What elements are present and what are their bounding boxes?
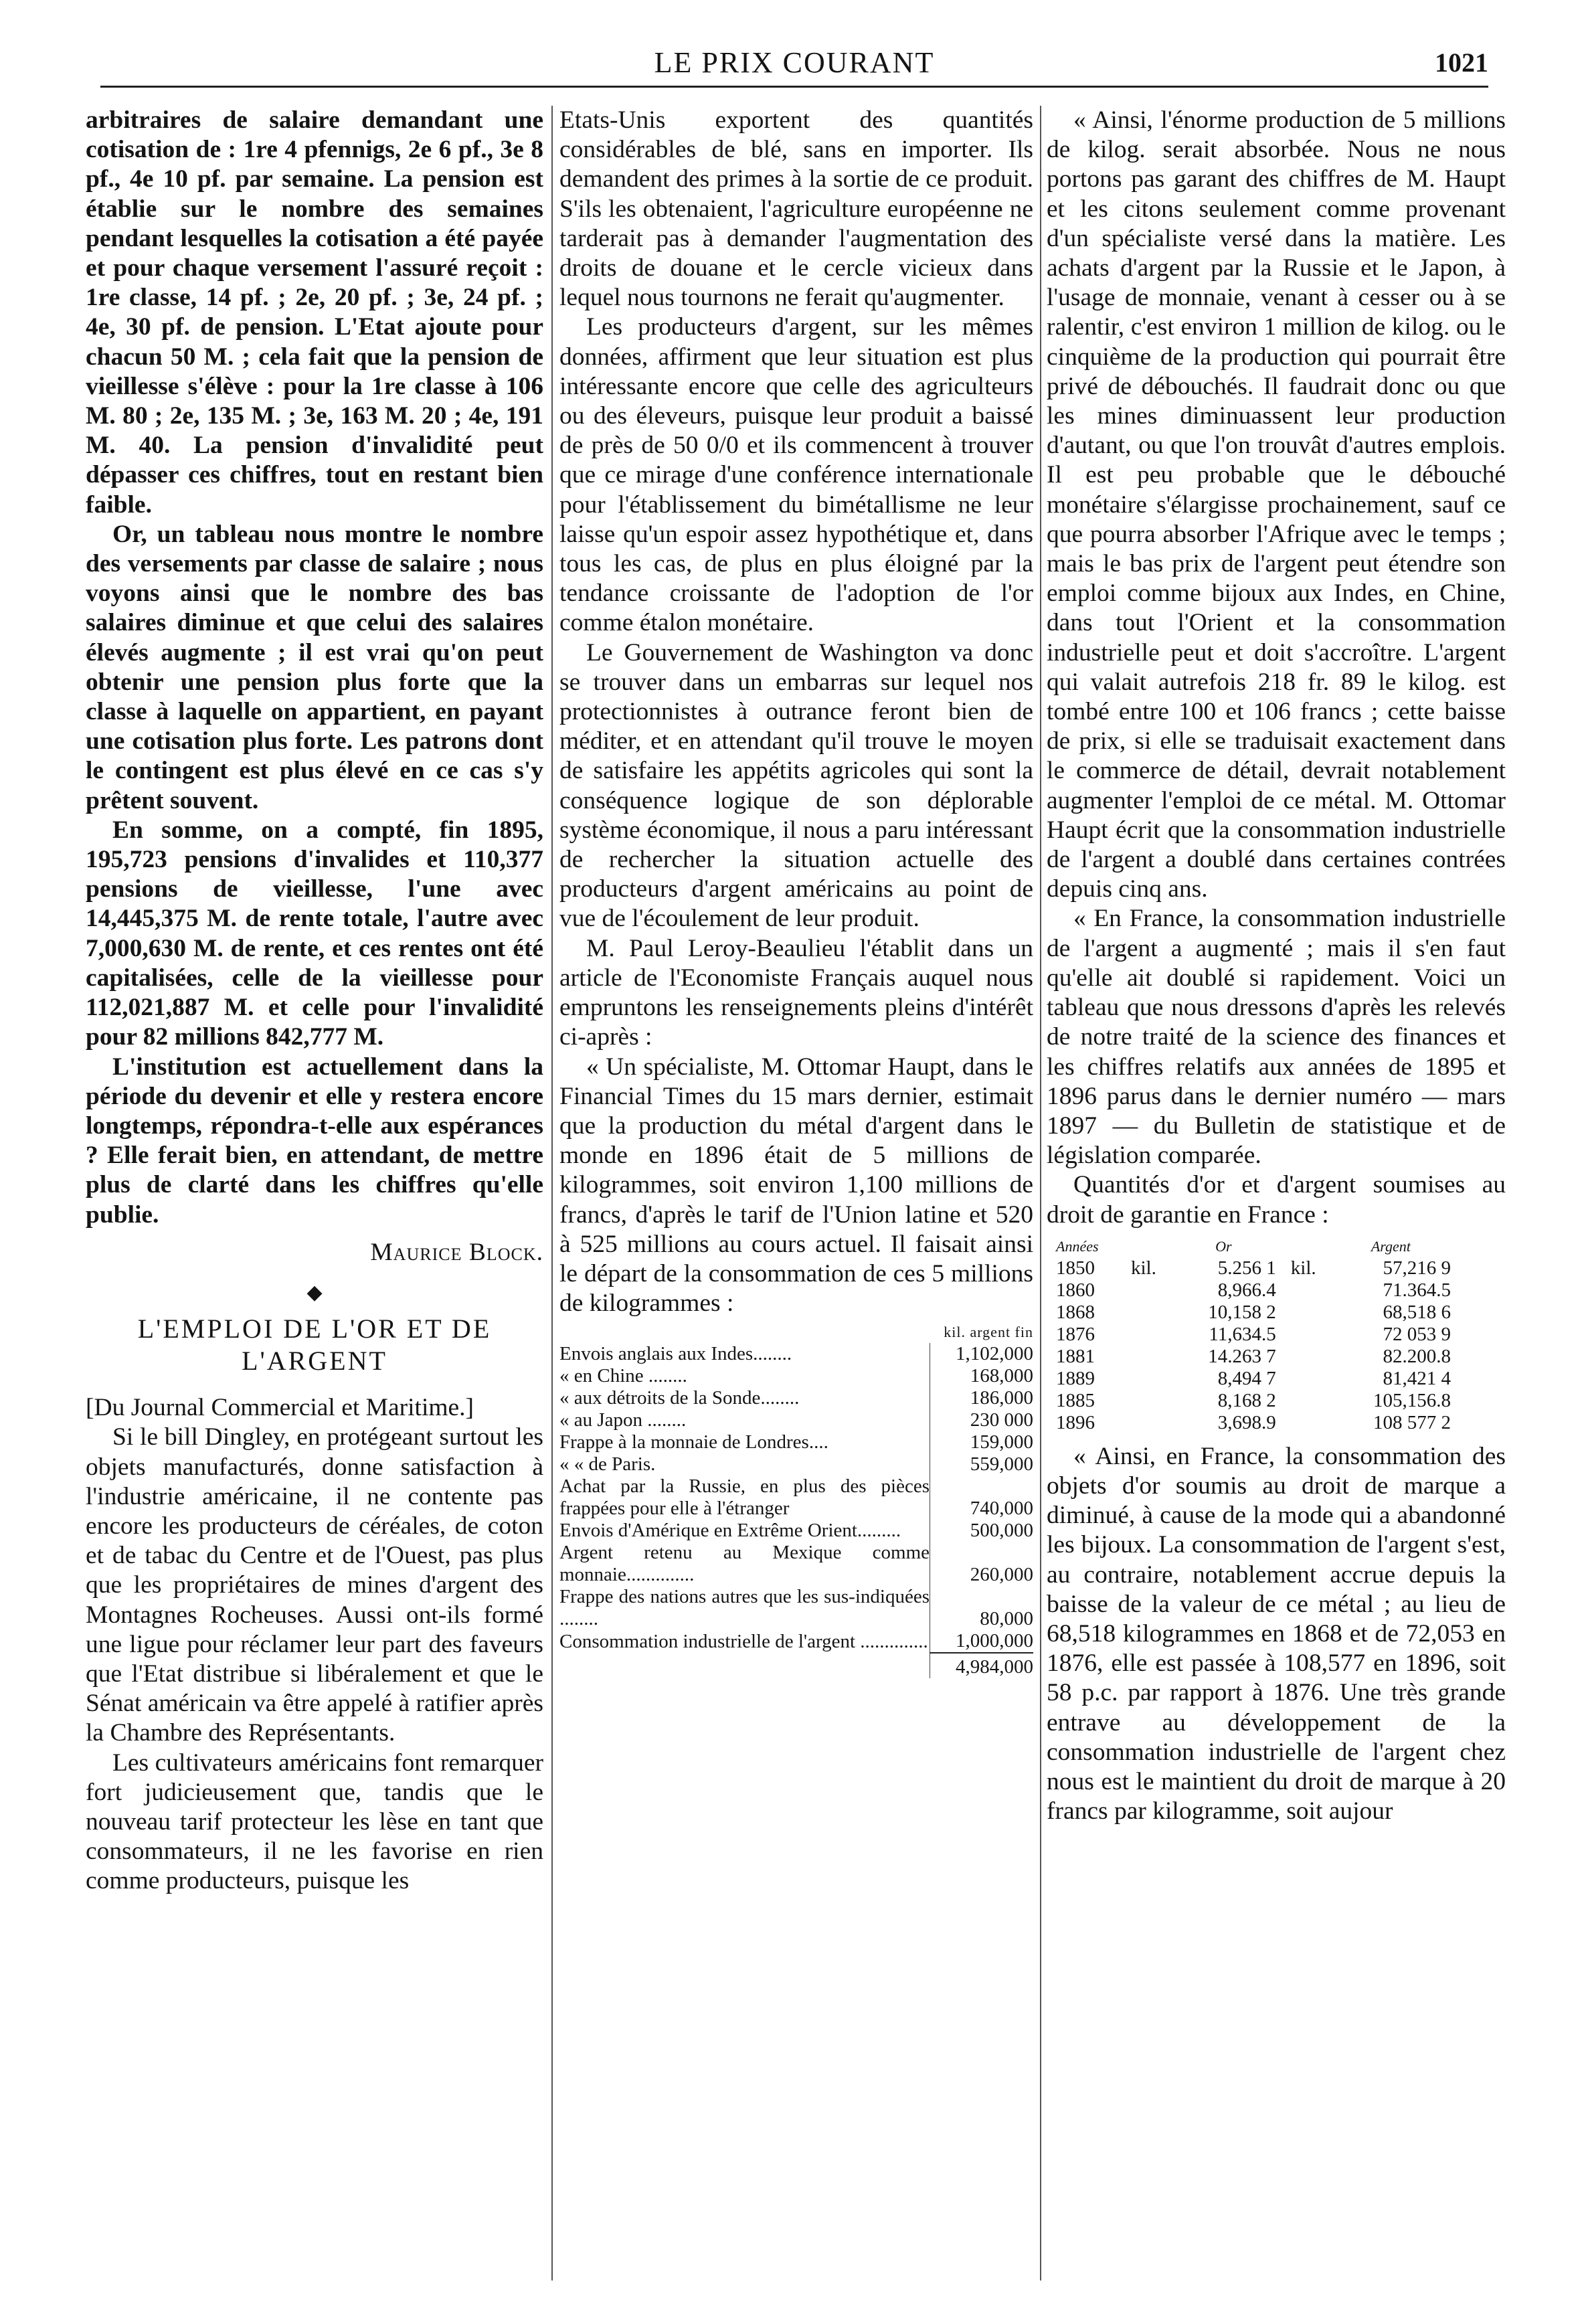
table-row xyxy=(559,1453,1033,1476)
gold-cell: 8,494 7 xyxy=(1217,1367,1276,1389)
row-amount: 230 000 xyxy=(930,1409,1034,1431)
unit-cell xyxy=(1276,1390,1331,1412)
row-label: « en Chine ........ xyxy=(559,1365,687,1387)
silver-consumption-table xyxy=(559,1321,1033,1678)
row-amount: 1,102,000 xyxy=(930,1343,1034,1365)
row-label: « au Japon ........ xyxy=(559,1409,687,1431)
table-row xyxy=(1056,1390,1451,1412)
article-source: [Du Journal Commercial et Maritime.] xyxy=(86,1394,474,1422)
running-title: LE PRIX COURANT xyxy=(654,46,935,79)
column-divider xyxy=(1040,106,1041,2281)
table-row xyxy=(1056,1412,1451,1434)
table-total: 4,984,000 xyxy=(930,1653,1034,1678)
row-amount: 1,000,000 xyxy=(930,1630,1034,1653)
year-cell: 1868 xyxy=(1056,1301,1095,1323)
silver-cell: 82.200.8 xyxy=(1383,1345,1451,1367)
table-row xyxy=(559,1387,1033,1409)
table-total-row xyxy=(559,1653,1033,1678)
row-amount: 559,000 xyxy=(930,1453,1034,1476)
unit-cell xyxy=(1276,1279,1331,1302)
year-cell: 1885 xyxy=(1056,1389,1095,1411)
row-label: Achat par la Russie, en plus des pièces frappées pour elle à l'étranger xyxy=(559,1476,930,1520)
unit-cell xyxy=(1276,1412,1331,1434)
page-number: 1021 xyxy=(1435,48,1488,78)
section-ornament: ◆ xyxy=(306,1281,323,1304)
gold-cell: 8,168 2 xyxy=(1217,1389,1276,1411)
table-row xyxy=(559,1542,1033,1586)
column-2 xyxy=(559,106,1033,1681)
unit-cell xyxy=(1276,1346,1331,1368)
row-label: Envois d'Amérique en Extrême Orient......... xyxy=(559,1520,901,1542)
table-row xyxy=(1056,1279,1451,1302)
paragraph: arbitraires de salaire demandant une cotisation de : 1re 4 pfennigs, 2e 6 pf., 3e 8 pf., 4e 10 pf. par semaine. La pension est établie sur le nombre des semaines pendant lesquelles la cotisation a été payée et pour chaque versement l'assuré reçoit : 1re classe, 14 pf. ; 2e, 20 pf. ; 3e, 24 pf. ; 4e, 30 pf. de pension. L'Etat ajoute pour chacun 50 M. ; cela fait que la pension de vieillesse s'élève : pour la 1re classe à 106 M. 80 ; 2e, 135 M. ; 3e, 163 M. 20 ; 4e, 191 M. 40. La pension d'invalidité peut dépasser ces chiffres, tout en restant bien faible. xyxy=(86,106,543,519)
paragraph: « En France, la consommation industrielle de l'argent a augmenté ; mais il s'en faut qu'elle ait doublé si rapidement. Voici un tableau que nous dressons d'après les relevés de notre traité de la science des finances et les chiffres relatifs aux années de 1895 et 1896 parus dans le dernier numéro — mars 1897 — du Bulletin de statistique et de législation comparée. xyxy=(1047,905,1506,1170)
row-label: Argent retenu au Mexique comme monnaie.............. xyxy=(559,1542,930,1586)
page-header xyxy=(100,41,1488,88)
paragraph: En somme, on a compté, fin 1895, 195,723 pensions d'invalides et 110,377 pensions de vieillesse, l'une avec 14,445,375 M. de rente totale, l'autre avec 7,000,630 M. de rente, et ces rentes ont été capitalisées, celle de la vieillesse pour 112,021,887 M. et celle pour l'invalidité pour 82 millions 842,777 M. xyxy=(86,816,543,1051)
silver-cell: 81,421 4 xyxy=(1383,1367,1451,1389)
unit-cell xyxy=(1116,1279,1171,1302)
table-row xyxy=(1056,1302,1451,1324)
table-row xyxy=(559,1365,1033,1387)
row-amount: 168,000 xyxy=(930,1365,1034,1387)
paragraph: Si le bill Dingley, en protégeant surtout les objets manufacturés, donne satisfaction à l'industrie américaine, il ne contente pas encore les producteurs de céréales, de coton et de tabac du Centre et de l'Ouest, pas plus que les propriétaires de mines d'argent des Montagnes Rocheuses. Aussi ont-ils formé une ligue pour réclamer leur part des faveurs que l'Etat distribue si libéralement et que le Sénat américain va être appelé à ratifier après la Chambre des Représentants. xyxy=(86,1423,543,1747)
row-amount: 740,000 xyxy=(930,1476,1034,1520)
year-cell: 1850 xyxy=(1056,1257,1095,1279)
header-rule xyxy=(100,86,1488,88)
gold-cell: 3,698.9 xyxy=(1217,1411,1276,1433)
row-amount: 80,000 xyxy=(930,1586,1034,1630)
row-label: Consommation industrielle de l'argent .............. xyxy=(559,1631,928,1653)
row-label: « « de Paris. xyxy=(559,1453,656,1476)
row-amount: 260,000 xyxy=(930,1542,1034,1586)
year-cell: 1860 xyxy=(1056,1279,1095,1301)
unit-cell xyxy=(1116,1324,1171,1346)
row-label: Frappe à la monnaie de Londres.... xyxy=(559,1431,828,1453)
paragraph: M. Paul Leroy-Beaulieu l'établit dans un article de l'Economiste Français auquel nous empruntons les renseignements pleins d'intérêt ci-après : xyxy=(559,934,1033,1051)
row-label: Envois anglais aux Indes........ xyxy=(559,1343,792,1365)
unit-cell xyxy=(1276,1302,1331,1324)
unit-cell: kil. xyxy=(1290,1257,1316,1279)
table-header-row xyxy=(1056,1235,1451,1257)
table-row xyxy=(559,1520,1033,1542)
unit-cell xyxy=(1116,1346,1171,1368)
gold-cell: 8,966.4 xyxy=(1217,1279,1276,1301)
year-cell: 1889 xyxy=(1056,1367,1095,1389)
gold-cell: 10,158 2 xyxy=(1208,1301,1276,1323)
table-row xyxy=(1056,1368,1451,1390)
row-label: Frappe des nations autres que les sus-indiquées ........ xyxy=(559,1586,930,1630)
row-label: « aux détroits de la Sonde........ xyxy=(559,1387,800,1409)
silver-cell: 71.364.5 xyxy=(1383,1279,1451,1301)
table-units: kil. argent fin xyxy=(944,1324,1033,1341)
silver-cell: 68,518 6 xyxy=(1383,1301,1451,1323)
column-header: Or xyxy=(1215,1237,1232,1255)
column-1 xyxy=(86,106,543,1896)
unit-cell xyxy=(1116,1390,1171,1412)
paragraph: « Ainsi, l'énorme production de 5 millions de kilog. serait absorbée. Nous ne nous portons pas garant des chiffres de M. Haupt et les citons seulement comme provenant d'un spécialiste versé dans la matière. Les achats d'argent par la Russie et le Japon, à l'usage de monnaie, venant à cesser ou à se ralentir, c'est environ 1 million de kilog. ou le cinquième de la production qui pourrait être privé de débouchés. Il faudrait donc ou que les mines diminuassent leur production d'autant, ou que l'on trouvât d'autres emplois. Il est peu probable que le débouché monétaire s'élargisse prochainement, sauf ce que pourra absorber l'Afrique avec le temps ; mais le bas prix de l'argent peut étendre son emploi comme bijoux aux Indes, en Chine, dans tout l'Orient et la consommation industrielle peut et doit s'accroître. L'argent qui valait autrefois 218 fr. 89 le kilog. est tombé entre 100 et 106 francs ; cette baisse de prix, si elle se traduisait exactement dans le commerce de détail, devrait notablement augmenter l'emploi de ce métal. M. Ottomar Haupt écrit que la consommation industrielle de l'argent a doublé dans certaines contrées depuis cinq ans. xyxy=(1047,106,1506,903)
paragraph: Les producteurs d'argent, sur les mêmes données, affirment que leur situation est plus intéressante encore que celle des agriculteurs ou des éleveurs, puisque leur produit a baissé de près de 50 0/0 et ils commencent à trouver que ce mirage d'une conférence internationale pour l'établissement du bimétallisme ne leur laisse qu'un espoir assez hypothétique et, dans tous les cas, de plus en plus éloigné par la tendance croissante de l'adoption de l'or comme étalon monétaire. xyxy=(559,313,1033,637)
year-cell: 1876 xyxy=(1056,1323,1095,1345)
unit-cell xyxy=(1116,1302,1171,1324)
article-heading: L'EMPLOI DE L'OR ET DE L'ARGENT xyxy=(137,1314,492,1376)
unit-cell xyxy=(1276,1324,1331,1346)
paragraph: Le Gouvernement de Washington va donc se trouver dans un embarras sur lequel nos protectionnistes à outrance feront bien de méditer, et en attendant qu'il trouve le moyen de satisfaire les appétits agricoles qui sont la conséquence logique de son déplorable système économique, il nous a paru intéressant de rechercher la situation actuelle des producteurs d'argent américains au point de vue de l'écoulement de leur produit. xyxy=(559,638,1033,933)
gold-cell: 5.256 1 xyxy=(1217,1257,1276,1279)
table-row xyxy=(559,1409,1033,1431)
gold-cell: 14.263 7 xyxy=(1208,1345,1276,1367)
row-amount: 500,000 xyxy=(930,1520,1034,1542)
table-row xyxy=(559,1343,1033,1365)
paragraph: « Un spécialiste, M. Ottomar Haupt, dans le Financial Times du 15 mars dernier, estimait que la production du métal d'argent dans le monde en 1896 était de 5 millions de kilogrammes, soit environ 1,100 millions de francs, d'après le tarif de l'Union latine et 520 à 525 millions au cours actuel. Il faisait ainsi le départ de la consommation de ces 5 millions de kilogrammes : xyxy=(559,1053,1033,1318)
silver-cell: 105,156.8 xyxy=(1373,1389,1451,1411)
table-row xyxy=(559,1586,1033,1630)
silver-cell: 72 053 9 xyxy=(1383,1323,1451,1345)
unit-cell xyxy=(1276,1368,1331,1390)
unit-cell xyxy=(1116,1368,1171,1390)
table-row xyxy=(559,1476,1033,1520)
table-row xyxy=(1056,1257,1451,1279)
table-row xyxy=(1056,1324,1451,1346)
row-amount: 159,000 xyxy=(930,1431,1034,1453)
table-row xyxy=(1056,1346,1451,1368)
unit-cell: kil. xyxy=(1131,1257,1156,1279)
column-header: Argent xyxy=(1371,1237,1411,1255)
table-row xyxy=(559,1630,1033,1653)
paragraph: Etats-Unis exportent des quantités considérables de blé, sans en importer. Ils demandent des primes à la sortie de ce produit. S'ils les obtenaient, l'agriculture européenne ne tarderait pas à demander l'augmentation des droits de douane et le cercle vicieux dans lequel nous tournons ne ferait qu'augmenter. xyxy=(559,106,1033,312)
year-cell: 1881 xyxy=(1056,1345,1095,1367)
paragraph: Les cultivateurs américains font remarquer fort judicieusement que, tandis que le nouveau tarif protecteur les lèse en tant que consommateurs, il ne les favorise en rien comme producteurs, puisque les xyxy=(86,1749,543,1895)
gold-silver-table xyxy=(1056,1235,1451,1434)
silver-cell: 108 577 2 xyxy=(1373,1411,1451,1433)
unit-cell xyxy=(1116,1412,1171,1434)
paragraph: « Ainsi, en France, la consommation des objets d'or soumis au droit de marque a diminué, à cause de la mode qui a abandonné les bijoux. La consommation de l'argent s'est, au contraire, notablement accrue depuis la baisse de la valeur de ce métal ; au lieu de 68,518 kilogrammes en 1868 et de 72,053 en 1876, elle est passée à 108,577 en 1896, soit 58 p.c. par rapport à 1876. Une très grande entrave au développement de la consommation industrielle de l'argent chez nous est le maintient du droit de marque à 20 francs par kilogramme, soit aujour xyxy=(1047,1442,1506,1825)
row-amount: 186,000 xyxy=(930,1387,1034,1409)
author-signature: Maurice Block. xyxy=(370,1238,543,1266)
column-header: Années xyxy=(1056,1237,1099,1255)
year-cell: 1896 xyxy=(1056,1411,1095,1433)
gold-cell: 11,634.5 xyxy=(1209,1323,1276,1345)
column-3 xyxy=(1047,106,1506,1826)
paragraph: Or, un tableau nous montre le nombre des versements par classe de salaire ; nous voyons ainsi que le nombre des bas salaires diminue et que celui des salaires élevés augmente ; il est vrai qu'on peut obtenir une pension plus forte que la classe à laquelle on appartient, en payant une cotisation plus forte. Les patrons dont le contingent est plus élevé en ce cas s'y prêtent souvent. xyxy=(86,520,543,814)
table-row xyxy=(559,1431,1033,1453)
paragraph: Quantités d'or et d'argent soumises au droit de garantie en France : xyxy=(1047,1171,1506,1229)
silver-cell: 57,216 9 xyxy=(1383,1257,1451,1279)
paragraph: L'institution est actuellement dans la période du devenir et elle y restera encore longtemps, répondra-t-elle aux espérances ? Elle ferait bien, en attendant, de mettre plus de clarté dans les chiffres qu'elle publie. xyxy=(86,1053,543,1229)
column-divider xyxy=(551,106,553,2281)
